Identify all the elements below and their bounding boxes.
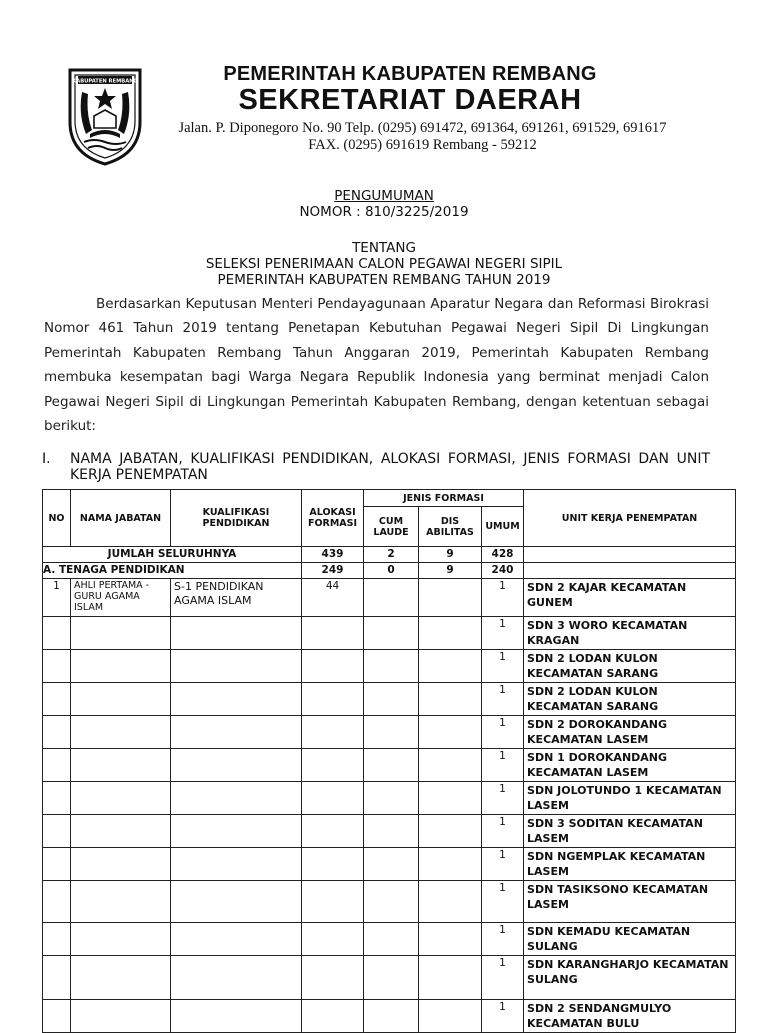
row-umum: 1: [482, 650, 524, 683]
table-row: [43, 923, 736, 956]
header-unit-kerja: UNIT KERJA PENEMPATAN: [524, 490, 736, 547]
row-unit-kerja: SDN NGEMPLAK KECAMATAN LASEM: [524, 848, 736, 881]
table-row: [43, 1000, 736, 1033]
row-unit-kerja: SDN 3 SODITAN KECAMATAN LASEM: [524, 815, 736, 848]
announcement-about: TENTANG: [352, 240, 416, 256]
section-number: I.: [42, 451, 51, 467]
row-umum: 1: [482, 683, 524, 716]
announcement-number: NOMOR : 810/3225/2019: [299, 204, 469, 220]
category-a-cum-laude: 0: [364, 563, 419, 579]
header-cum-laude: CUM LAUDE: [364, 507, 419, 547]
category-a-alokasi: 249: [302, 563, 364, 579]
row-umum: 1: [482, 617, 524, 650]
total-unit-empty: [524, 547, 736, 563]
row-umum: 1: [482, 749, 524, 782]
row-alokasi: 44: [302, 579, 364, 617]
row-unit-kerja: SDN KEMADU KECAMATAN SULANG: [524, 923, 736, 956]
header-umum: UMUM: [482, 507, 524, 547]
announcement-title: PENGUMUMAN: [334, 188, 434, 204]
row-unit-kerja: SDN 2 LODAN KULON KECAMATAN SARANG: [524, 650, 736, 683]
announcement-subject-line-2: PEMERINTAH KABUPATEN REMBANG TAHUN 2019: [217, 272, 551, 288]
row-umum: 1: [482, 815, 524, 848]
category-a-label: A. TENAGA PENDIDIKAN: [43, 563, 302, 579]
table-row: [43, 749, 736, 782]
row-unit-kerja: SDN 2 LODAN KULON KECAMATAN SARANG: [524, 683, 736, 716]
row-unit-kerja: SDN 2 DOROKANDANG KECAMATAN LASEM: [524, 716, 736, 749]
office-name: SEKRETARIAT DAERAH: [238, 84, 582, 116]
section-title: NAMA JABATAN, KUALIFIKASI PENDIDIKAN, ALOKASI FORMASI, JENIS FORMASI DAN UNIT KERJA PENEMPATAN: [70, 451, 710, 483]
table-row: [43, 579, 736, 617]
table-row: [43, 815, 736, 848]
row-unit-kerja: SDN 2 SENDANGMULYO KECAMATAN BULU: [524, 1000, 736, 1033]
row-jabatan: AHLI PERTAMA - GURU AGAMA ISLAM: [71, 579, 171, 617]
logo-label-text: KABUPATEN REMBANG: [72, 78, 138, 85]
row-unit-kerja: SDN 3 WORO KECAMATAN KRAGAN: [524, 617, 736, 650]
header-alokasi: ALOKASI FORMASI: [302, 490, 364, 547]
announcement-heading: [0, 188, 768, 220]
header-kualifikasi: KUALIFIKASI PENDIDIKAN: [171, 490, 302, 547]
table-row: [43, 716, 736, 749]
row-unit-kerja: SDN JOLOTUNDO 1 KECAMATAN LASEM: [524, 782, 736, 815]
total-cum-laude: 2: [364, 547, 419, 563]
row-unit-kerja: SDN TASIKSONO KECAMATAN LASEM: [524, 881, 736, 923]
header-jenis-formasi: JENIS FORMASI: [364, 490, 524, 507]
total-label: JUMLAH SELURUHNYA: [43, 547, 302, 563]
table-row: [43, 956, 736, 1000]
category-a-umum: 240: [482, 563, 524, 579]
announcement-subject-line-1: SELEKSI PENERIMAAN CALON PEGAWAI NEGERI SIPIL: [205, 256, 563, 272]
category-a-row: [43, 563, 736, 579]
row-umum: 1: [482, 956, 524, 1000]
table-row: [43, 683, 736, 716]
announcement-subject: [0, 240, 768, 288]
header-disabilitas: DIS ABILITAS: [419, 507, 482, 547]
row-umum: 1: [482, 579, 524, 617]
table-row: [43, 617, 736, 650]
total-alokasi: 439: [302, 547, 364, 563]
header-nama-jabatan: NAMA JABATAN: [71, 490, 171, 547]
row-umum: 1: [482, 848, 524, 881]
row-kualifikasi: S-1 PENDIDIKAN AGAMA ISLAM: [171, 579, 302, 617]
row-no: 1: [43, 579, 71, 617]
row-unit-kerja: SDN KARANGHARJO KECAMATAN SULANG: [524, 956, 736, 1000]
office-address: Jalan. P. Diponegoro No. 90 Telp. (0295) 691472, 691364, 691261, 691529, 691617: [178, 120, 667, 136]
table-row: [43, 650, 736, 683]
total-umum: 428: [482, 547, 524, 563]
category-a-disabilitas: 9: [419, 563, 482, 579]
row-disabilitas: [419, 579, 482, 617]
row-umum: 1: [482, 782, 524, 815]
row-unit-kerja: SDN 2 KAJAR KECAMATAN GUNEM: [524, 579, 736, 617]
formation-table: [42, 489, 736, 1033]
category-a-unit-empty: [524, 563, 736, 579]
intro-paragraph-text: Berdasarkan Keputusan Menteri Pendayagunaan Aparatur Negara dan Reformasi Birokrasi Nomor 461 Tahun 2019 tentang Penetapan Kebutuhan Pegawai Negeri Sipil Di Lingkungan Pemerintah Kabupaten Rembang Tahun Anggaran 2019, Pemerintah Kabupaten Rembang membuka kesempatan bagi Warga Negara Republik Indonesia yang berminat menjadi Calon Pegawai Negeri Sipil di Lingkungan Pemerintah Kabupaten Rembang, dengan ketentuan sebagai berikut:: [44, 296, 709, 435]
row-umum: 1: [482, 923, 524, 956]
total-row: [43, 547, 736, 563]
row-umum: 1: [482, 1000, 524, 1033]
office-fax: FAX. (0295) 691619 Rembang - 59212: [308, 137, 537, 153]
row-umum: 1: [482, 716, 524, 749]
government-name: PEMERINTAH KABUPATEN REMBANG: [223, 63, 597, 85]
row-unit-kerja: SDN 1 DOROKANDANG KECAMATAN LASEM: [524, 749, 736, 782]
row-cum-laude: [364, 579, 419, 617]
header-no: NO: [43, 490, 71, 547]
table-row: [43, 782, 736, 815]
table-row: [43, 881, 736, 923]
total-disabilitas: 9: [419, 547, 482, 563]
row-umum: 1: [482, 881, 524, 923]
intro-paragraph: [44, 292, 709, 438]
rembang-coat-of-arms-logo: [64, 64, 146, 168]
table-row: [43, 848, 736, 881]
